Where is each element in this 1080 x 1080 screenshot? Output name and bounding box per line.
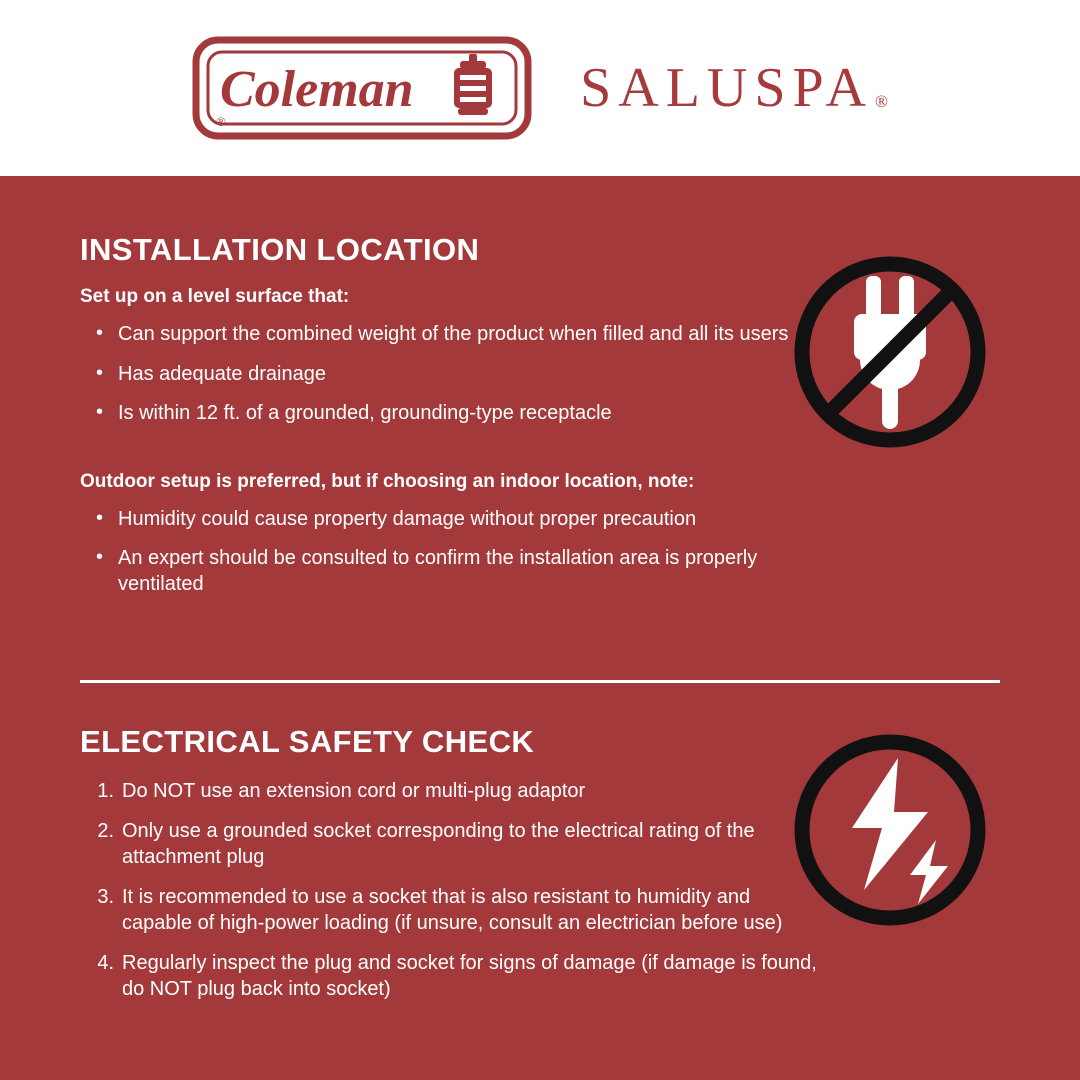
electric-shock-icon bbox=[790, 730, 990, 930]
list-item: Regularly inspect the plug and socket for signs of damage (if damage is found, do NOT plug back into socket) bbox=[122, 952, 817, 1000]
installation-subheading-level-surface: Set up on a level surface that: bbox=[80, 286, 350, 307]
section-divider bbox=[80, 680, 1000, 683]
installation-location-title: INSTALLATION LOCATION bbox=[80, 232, 480, 267]
svg-text:Coleman: Coleman bbox=[220, 61, 414, 118]
svg-text:®: ® bbox=[216, 114, 227, 129]
list-item: Do NOT use an extension cord or multi-plug adaptor bbox=[122, 780, 586, 802]
installation-subheading-outdoor-setup: Outdoor setup is preferred, but if choosing an indoor location, note: bbox=[80, 470, 695, 492]
content-panel bbox=[0, 176, 1080, 1080]
list-item: • An expert should be consulted to confirm the installation area is properly ventilated bbox=[94, 546, 818, 597]
list-item: Only use a grounded socket corresponding to the electrical rating of the attachment plug bbox=[122, 820, 755, 868]
list-item: • Has adequate drainage bbox=[94, 362, 818, 388]
saluspa-wordmark bbox=[580, 57, 888, 119]
list-item: • Can support the combined weight of the product when filled and all its users bbox=[94, 322, 818, 348]
list-item: • Humidity could cause property damage without proper precaution bbox=[94, 507, 818, 533]
installation-bullet-list-2 bbox=[80, 507, 1000, 598]
electrical-safety-check-title: ELECTRICAL SAFETY CHECK bbox=[80, 724, 535, 759]
no-plug-icon bbox=[790, 252, 990, 452]
coleman-logo bbox=[192, 34, 532, 142]
saluspa-registered-mark: ® bbox=[874, 92, 888, 111]
brand-header bbox=[0, 0, 1080, 176]
list-item: It is recommended to use a socket that is also resistant to humidity and capable of high-power loading (if unsure, consult an electrician before use) bbox=[122, 886, 783, 934]
saluspa-text: SALUSPA bbox=[580, 57, 873, 119]
list-item: • Is within 12 ft. of a grounded, grounding-type receptacle bbox=[94, 401, 818, 427]
